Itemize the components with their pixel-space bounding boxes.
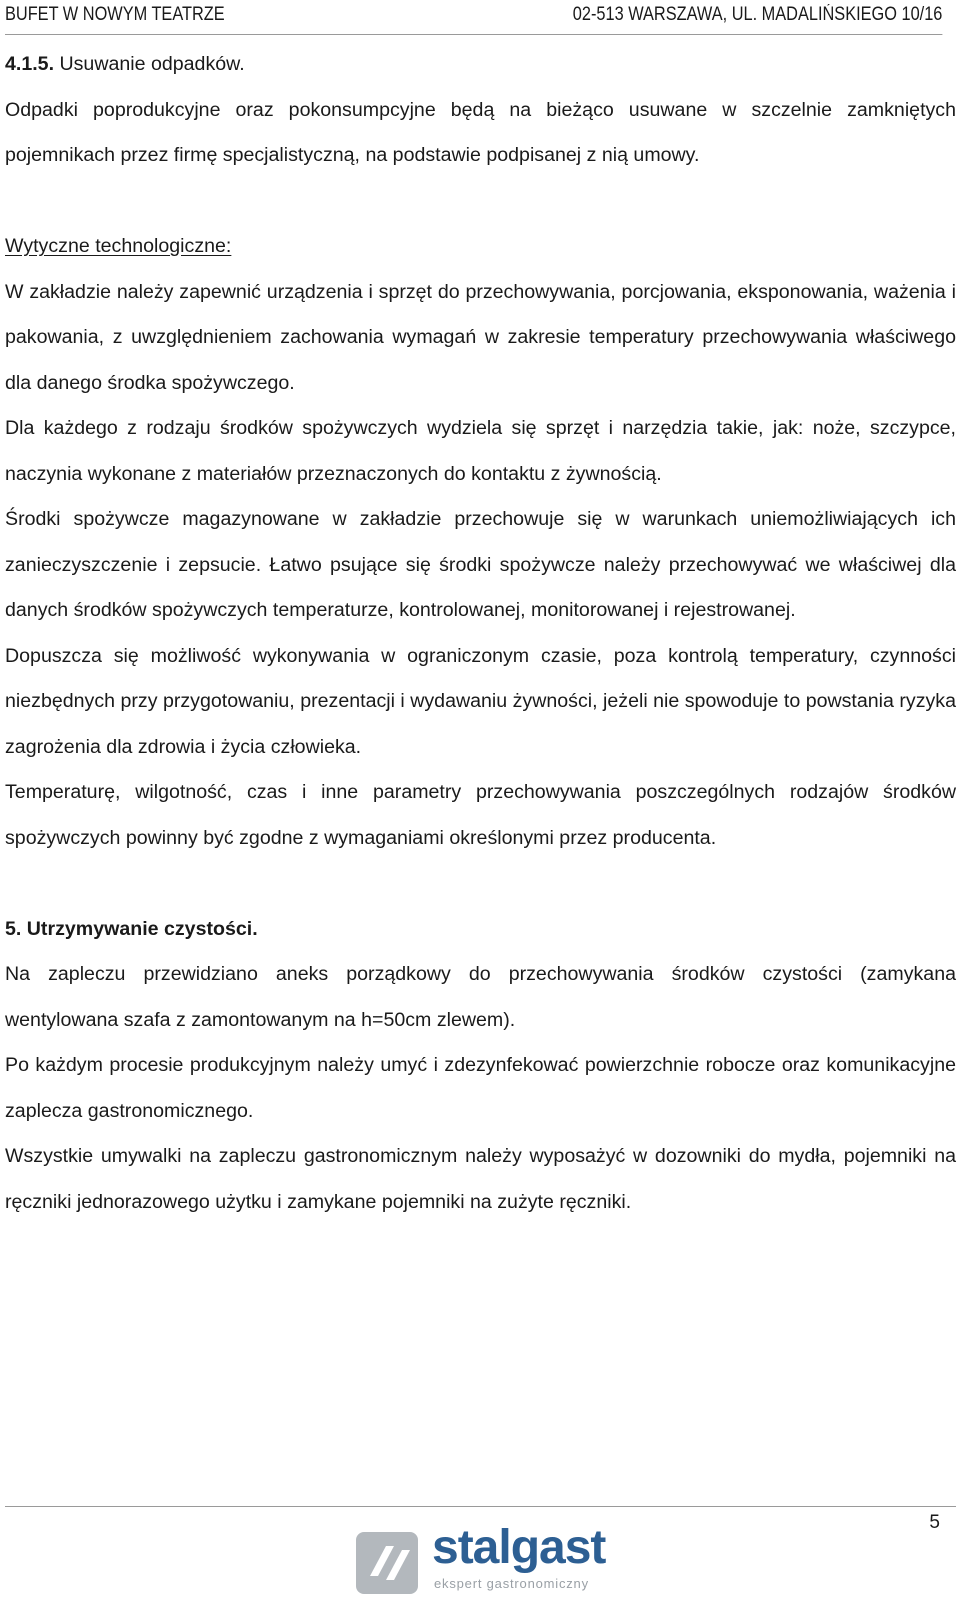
guidelines-paragraph: W zakładzie należy zapewnić urządzenia i sprzęt do przechowywania, porcjowania, eksponowania, ważenia i pakowania, z uwzględnieniem zachowania wymagań w zakresie temperatury przechowywania właściwego dla danego środka spożywczego. <box>5 280 956 394</box>
cleanliness-paragraph: Wszystkie umywalki na zapleczu gastronomicznym należy wyposażyć w dozowniki do mydła, pojemniki na ręczniki jednorazowego użytku i zamykane pojemniki na zużyte ręczniki. <box>5 1145 956 1213</box>
stalgast-logo-mark-icon <box>356 1532 418 1594</box>
page-header <box>5 0 942 35</box>
spacer <box>5 179 956 225</box>
guidelines-heading: Wytyczne technologiczne: <box>5 235 232 257</box>
page-number: 5 <box>929 1512 940 1533</box>
stalgast-logo <box>356 1521 616 1595</box>
section-title-waste <box>5 42 956 88</box>
logo-tagline: ekspert gastronomiczny <box>434 1576 589 1591</box>
section-title-text: Usuwanie odpadków. <box>59 53 245 75</box>
logo-brand-text: stalgast <box>432 1521 606 1574</box>
cleanliness-paragraph: Po każdym procesie produkcyjnym należy umyć i zdezynfekować powierzchnie robocze oraz komunikacyjne zaplecza gastronomicznego. <box>5 1054 956 1122</box>
waste-paragraph: Odpadki poprodukcyjne oraz pokonsumpcyjne będą na bieżąco usuwane w szczelnie zamkniętych pojemnikach przez firmę specjalistyczną, na podstawie podpisanej z nią umowy. <box>5 98 956 166</box>
guidelines-paragraph: Temperaturę, wilgotność, czas i inne parametry przechowywania poszczególnych rodzajów środków spożywczych powinny być zgodne z wymaganiami określonymi przez producenta. <box>5 781 956 849</box>
guidelines-paragraph: Środki spożywcze magazynowane w zakładzie przechowuje się w warunkach uniemożliwiających ich zanieczyszczenie i zepsucie. Łatwo psujące się środki spożywcze należy przechowywać we właściwej dla danych środków spożywczych temperaturze, kontrolowanej, monitorowanej i rejestrowanej. <box>5 508 956 621</box>
guidelines-paragraph: Dopuszcza się możliwość wykonywania w ograniczonym czasie, poza kontrolą temperatury, czynności niezbędnych przy przygotowaniu, prezentacji i wydawaniu żywności, jeżeli nie spowoduje to powstania ryzyka zagrożenia dla zdrowia i życia człowieka. <box>5 644 956 758</box>
document-body <box>5 42 956 1225</box>
spacer <box>5 861 956 907</box>
section-number: 4.1.5. <box>5 53 55 75</box>
footer-divider <box>5 1506 956 1507</box>
section-title-cleanliness: 5. Utrzymywanie czystości. <box>5 917 258 940</box>
header-address: 02-513 WARSZAWA, UL. MADALIŃSKIEGO 10/16 <box>572 4 943 25</box>
cleanliness-paragraph: Na zapleczu przewidziano aneks porządkowy do przechowywania środków czystości (zamykana wentylowana szafa z zamontowanym na h=50cm zlewem). <box>5 963 956 1031</box>
guidelines-paragraph: Dla każdego z rodzaju środków spożywczych wydziela się sprzęt i narzędzia takie, jak: noże, szczypce, naczynia wykonane z materiałów przeznaczonych do kontaktu z żywnością. <box>5 417 956 485</box>
header-project-name: BUFET W NOWYM TEATRZE <box>5 4 225 25</box>
